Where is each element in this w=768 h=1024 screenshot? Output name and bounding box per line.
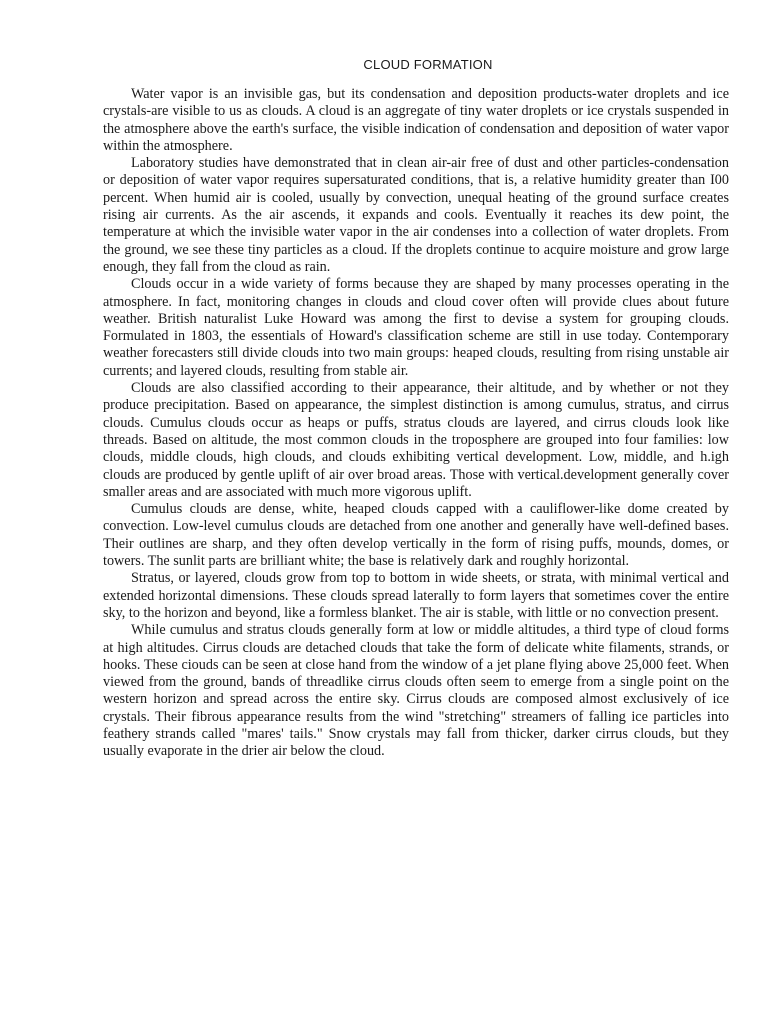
paragraph-laboratory-studies: Laboratory studies have demonstrated that in clean air-air free of dust and other particles-condensation or deposition of water vapor requires supersaturated conditions, that is, a relative humidity greater than I00 percent. When humid air is cooled, usually by convection, unequal heating of the ground surface creates rising air currents. As the air ascends, it expands and cools. Eventually it reaches its dew point, the temperature at which the invisible water vapor in the air condenses into a collection of water droplets. From the ground, we see these tiny particles as a cloud. If the droplets continue to acquire moisture and grow large enough, they fall from the cloud as rain. (103, 155, 729, 275)
paragraph-cirrus: While cumulus and stratus clouds generally form at low or middle altitudes, a third type of cloud forms at high altitudes. Cirrus clouds are detached clouds that take the form of delicate white filaments, strands, or hooks. These ciouds can be seen at close hand from the window of a jet plane flying above 25,000 feet. When viewed from the ground, bands of threadlike cirrus clouds often seem to emerge from a single point on the western horizon and spread across the entire sky. Cirrus clouds are composed almost exclusively of ice crystals. Their fibrous appearance results from the wind "stretching" streamers of falling ice particles into feathery strands called "mares' tails." Snow crystals may fall from thicker, darker cirrus clouds, but they usually evaporate in the drier air below the cloud. (103, 622, 729, 760)
paragraph-cloud-forms: Clouds occur in a wide variety of forms because they are shaped by many processes operating in the atmosphere. In fact, monitoring changes in clouds and cloud cover often will provide clues about future weather. British naturalist Luke Howard was among the first to devise a system for grouping clouds. Formulated in 1803, the essentials of Howard's classification scheme are still in use today. Contemporary weather forecasters still divide clouds into two main groups: heaped clouds, resulting from rising unstable air currents; and layered clouds, resulting from stable air. (103, 276, 729, 379)
document-body (103, 86, 729, 761)
paragraph-water-vapor: Water vapor is an invisible gas, but its condensation and deposition products-water droplets and ice crystals-are visible to us as clouds. A cloud is an aggregate of tiny water droplets or ice crystals suspended in the atmosphere above the earth's surface, the visible indication of condensation and deposition of water vapor within the atmosphere. (103, 86, 729, 154)
paragraph-stratus: Stratus, or layered, clouds grow from top to bottom in wide sheets, or strata, with minimal vertical and extended horizontal dimensions. These clouds spread laterally to form layers that sometimes cover the entire sky, to the horizon and beyond, like a formless blanket. The air is stable, with little or no convection present. (103, 570, 729, 621)
paragraph-cumulus: Cumulus clouds are dense, white, heaped clouds capped with a cauliflower-like dome created by convection. Low-level cumulus clouds are detached from one another and generally have well-defined bases. Their outlines are sharp, and they often develop vertically in the form of rising puffs, mounds, domes, or towers. The sunlit parts are brilliant white; the base is relatively dark and roughly horizontal. (103, 501, 729, 570)
paragraph-classification: Clouds are also classified according to their appearance, their altitude, and by whether or not they produce precipitation. Based on appearance, the simplest distinction is among cumulus, stratus, and cirrus clouds. Cumulus clouds occur as heaps or puffs, stratus clouds are layered, and cirrus clouds look like threads. Based on altitude, the most common clouds in the troposphere are grouped into four families: low clouds, middle clouds, high clouds, and clouds exhibiting vertical development. Low, middle, and h.igh clouds are produced by gentle uplift of air over broad areas. Those with vertical.development generally cover smaller areas and are associated with much more vigorous uplift. (103, 380, 729, 500)
document-title: CLOUD FORMATION (363, 57, 493, 72)
